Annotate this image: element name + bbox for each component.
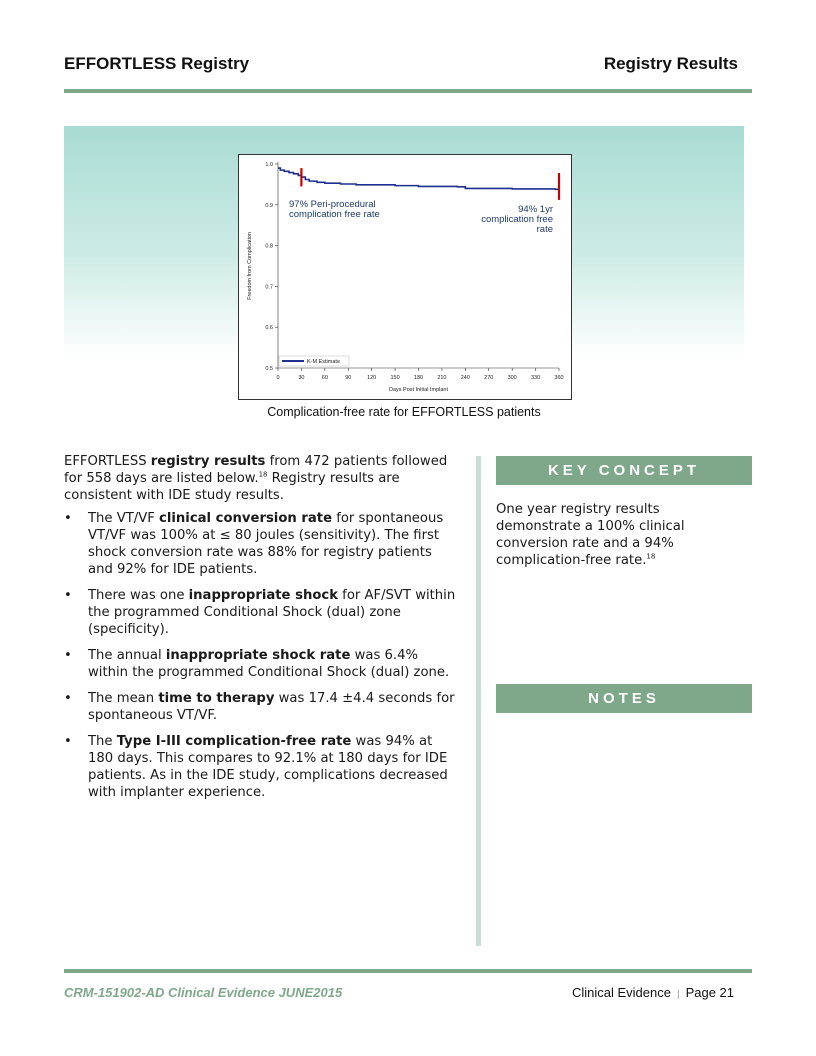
y-tick-label: 0.5	[265, 366, 273, 372]
list-item	[64, 587, 460, 638]
intro-ref: 18	[258, 470, 268, 479]
intro-paragraph	[64, 453, 460, 504]
y-ticks	[265, 162, 278, 372]
bullet-icon: •	[64, 734, 72, 749]
figure-caption: Complication-free rate for EFFORTLESS patients	[267, 405, 541, 419]
bullet-icon: •	[64, 691, 72, 706]
chart-axes	[278, 162, 559, 368]
x-tick-label: 240	[460, 375, 470, 381]
bullet-icon: •	[64, 588, 72, 603]
x-tick-label: 360	[554, 375, 564, 381]
series-line	[278, 168, 559, 191]
legend-label: K-M Estimate	[307, 359, 341, 365]
footer-page-info	[572, 985, 734, 1000]
bullet-text-bold: Type I-III complication-free rate	[116, 734, 352, 749]
bullet-text-post: was 17.4 ±4.4 seconds for spontaneous VT/VF.	[88, 691, 455, 723]
bullet-text-pre: There was one	[88, 588, 189, 603]
bullet-text-bold: clinical conversion rate	[159, 511, 333, 526]
notes-header: NOTES	[496, 684, 752, 713]
y-tick-label: 0.8	[265, 243, 273, 250]
header-left-title: EFFORTLESS Registry	[64, 54, 250, 73]
key-concept-header: KEY CONCEPT	[496, 456, 752, 485]
footer-rule	[64, 969, 752, 973]
bullet-text-pre: The	[88, 734, 117, 749]
x-tick-label: 120	[367, 375, 377, 381]
bullet-icon: •	[64, 511, 72, 526]
annotation-text: complication free	[481, 214, 553, 225]
annotation-text: complication free rate	[289, 209, 380, 220]
x-tick-label: 330	[530, 375, 541, 381]
list-item	[64, 690, 460, 724]
x-axis-label: Days Post Initial Implant	[389, 387, 448, 393]
bullet-text-bold: inappropriate shock rate	[165, 648, 351, 663]
bullet-icon: •	[64, 648, 72, 663]
bullet-text-pre: The VT/VF	[88, 511, 160, 526]
intro-text-3: Registry results are consistent with IDE study results.	[64, 471, 400, 503]
annotation-text: 94% 1yr	[518, 204, 553, 215]
key-concept-text	[496, 501, 726, 569]
column-divider	[476, 456, 481, 946]
annotation-text: rate	[536, 224, 553, 235]
y-tick-label: 1.0	[265, 162, 273, 168]
series-layer	[278, 168, 559, 191]
intro-bold: registry results	[150, 454, 266, 469]
y-axis-label: Freedom from Complication	[247, 232, 253, 300]
x-tick-label: 150	[390, 375, 400, 381]
header-right-title: Registry Results	[603, 54, 738, 73]
y-tick-label: 0.6	[265, 325, 273, 332]
km-chart	[239, 155, 571, 399]
x-ticks	[276, 368, 563, 381]
bullet-text-pre: The mean	[88, 691, 159, 706]
y-tick-label: 0.9	[265, 202, 273, 209]
x-tick-label: 90	[345, 375, 352, 381]
bullet-text-bold: inappropriate shock	[188, 588, 338, 603]
results-list	[64, 510, 460, 801]
chart-legend	[279, 356, 349, 366]
chart-frame	[238, 154, 572, 400]
key-concept-body: One year registry results demonstrate a 100% clinical conversion rate and a 94% complication-free rate.	[496, 502, 685, 568]
y-tick-label: 0.7	[265, 284, 273, 291]
bullet-text-post: for AF/SVT within the programmed Conditional Shock (dual) zone (specificity).	[88, 588, 456, 637]
footer-section: Clinical Evidence	[571, 985, 671, 1000]
x-tick-label: 0	[276, 375, 280, 381]
annotations-layer	[289, 199, 553, 235]
bullet-text-post: was 94% at 180 days. This compares to 92.1% at 180 days for IDE patients. As in the IDE study, complications decreased with implanter experience.	[88, 734, 448, 800]
x-tick-label: 180	[413, 375, 424, 381]
x-tick-label: 270	[484, 375, 494, 381]
intro-text-2: from 472 patients followed for 558 days are listed below.	[64, 454, 448, 486]
x-tick-label: 60	[321, 375, 328, 381]
footer-document-id: CRM-151902-AD Clinical Evidence JUNE2015	[64, 985, 343, 1000]
bullet-text-bold: time to therapy	[158, 691, 275, 706]
bullet-text-post: for spontaneous VT/VF was 100% at ≤ 80 joules (sensitivity). The first shock conversion rate was 88% for registry patients and 92% for IDE patients.	[88, 511, 444, 577]
bullet-text-pre: The annual	[88, 648, 166, 663]
body-column	[64, 453, 460, 810]
x-tick-label: 210	[437, 375, 447, 381]
x-tick-label: 30	[298, 375, 305, 381]
bullet-text-post: was 6.4% within the programmed Conditional Shock (dual) zone.	[88, 648, 450, 680]
footer-separator: |	[676, 989, 680, 1000]
intro-text-1: EFFORTLESS	[64, 454, 151, 469]
header-rule	[64, 89, 752, 93]
list-item	[64, 733, 460, 801]
footer-page-number: Page 21	[685, 985, 734, 1000]
list-item	[64, 510, 460, 578]
key-concept-ref: 18	[646, 552, 656, 561]
annotation-text: 97% Peri-procedural	[289, 199, 376, 210]
list-item	[64, 647, 460, 681]
x-tick-label: 300	[507, 375, 517, 381]
